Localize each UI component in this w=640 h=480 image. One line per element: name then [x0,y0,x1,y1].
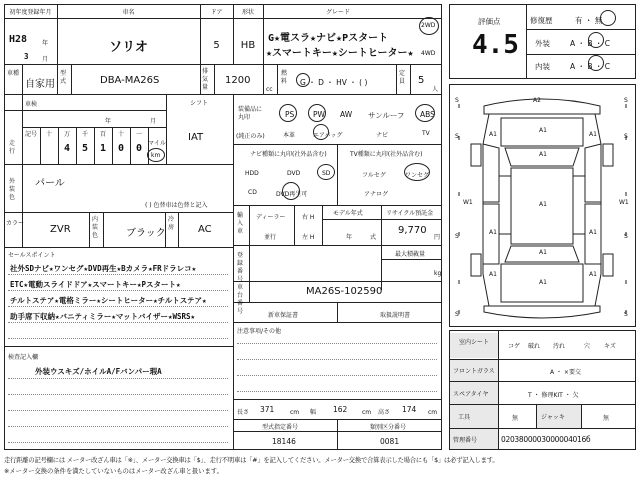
spare-options: T ・ 修理KIT ・ 欠 [528,392,579,399]
inner-color: ブラック [126,228,166,239]
side-mark: S [455,133,459,140]
equip-aw: AW [340,110,353,119]
mile-label: マイル [148,140,166,147]
fuel-g-circle [296,73,310,87]
kg-unit: kg [434,270,442,277]
shape-label: 形状 [241,9,254,16]
side-mark: S [455,97,459,104]
sales-line-4: 助手席下収納★バニティミラー★マットバイザー★WSRS★ [10,312,196,321]
damage-mark: A1 [539,201,547,208]
capacity-unit: 人 [432,86,439,93]
cert-number: 18146 [272,437,296,446]
nav-dvd-play-circle [282,182,300,200]
grade-line-2: ★スマートキー★シートヒーター★ [266,48,414,59]
glass-options: A ・ ×要交 [550,369,581,376]
width: 162 [333,405,348,414]
notes-label: 注意事項/その他 [237,328,282,335]
manual-label: 取扱説明書 [380,312,411,319]
odometer-header: 十 [45,131,52,138]
room-opt-kizu: キズ [604,343,616,350]
room-opt-ana: 穴 [584,343,591,350]
warranty-label: 新車保証書 [268,312,299,319]
rating-label: 評価点 [478,17,501,26]
side-mark: S [455,311,459,318]
spare-label: スペアタイヤ [450,382,498,404]
glass-label: フロントガラス [450,360,498,381]
jack-value: 無 [603,415,610,422]
inspection-month-unit: 月 [150,118,157,125]
import-left: 左 H [302,234,315,241]
footer-note-1: 走行距離の記号欄には メーター改ざん車は「※」、メーター交換車は「$」、走行不明車は「#」を記入してください。メーター交換で合算表示した場合にも「$」は必ず記入します。 [4,457,499,464]
repair-options: 有 ・ 無 [575,16,603,25]
model-year-unit: 年 [346,234,353,241]
ps-circle [279,104,297,122]
tools-value: 無 [512,415,519,422]
max-load-label: 最大積載量 [395,251,426,258]
car-name: ソリオ [109,40,148,55]
inspection-label: 車検 [25,101,38,108]
odometer-digit: 0 [135,143,143,154]
exterior-options: A ・ B ・ C [570,39,611,48]
capacity: 5 [418,75,425,86]
fuel-label: 燃料 [281,70,288,85]
damage-mark: A1 [489,229,497,236]
model-year-label: モデル年式 [333,210,363,217]
odometer-digit: 0 [117,143,125,154]
height: 174 [402,405,417,414]
nav-sd-circle [317,164,335,180]
nav-sd: SD [322,170,331,177]
class-label: 類別区分番号 [370,424,407,431]
usage-label: 車種 [7,70,20,77]
side-mark: S [624,133,628,140]
color-code-label: カラー [6,220,25,227]
cc-unit: cc [266,86,273,93]
rating-value: 4.5 [472,30,519,60]
inspector-note: 外装ウスキズ/ホイルA/Fバンパー瑕A [35,367,162,376]
sales-line-3: チルトステア★電格ミラー★シートヒーター★チルトステア★ [10,296,207,305]
tv-type-label: TV種類に丸印(社外品含む) [350,151,423,158]
model-type-unit: 式 [370,234,377,241]
tv-oneseg-circle [404,163,430,181]
nav-cd: CD [248,189,257,196]
sales-line-2: ETC★電動スライドドア★スマートキー★Pスタート★ [10,280,181,289]
first-reg-month: 3 [24,52,29,61]
odometer-header: 百 [99,131,106,138]
height-label: 高さ [378,409,391,416]
damage-mark: A1 [539,279,547,286]
tools-label: 工具 [450,405,498,428]
side-mark: S [624,97,628,104]
model: DBA-MA26S [100,75,160,86]
equip-abs: ABS [420,110,435,119]
mgmt-label: 管理番号 [450,429,498,449]
damage-mark: W1 [619,199,629,206]
cert-label: 型式指定番号 [262,424,299,431]
inspector-label: 検査記入欄 [8,354,39,361]
usage: 自家用 [25,79,55,90]
side-mark: S [455,233,459,240]
class-number: 0081 [380,437,400,446]
side-mark: S [624,311,628,318]
room-opt-yabure: 破れ [528,343,541,350]
fuel-options: G ・ D ・ HV ・ ( ) [300,78,368,87]
first-reg-era: H28 [9,34,28,45]
color-label: 外装色 [9,178,16,201]
abs-circle [415,104,435,122]
odometer-digit: 1 [99,143,107,154]
car-name-label: 車名 [122,9,135,16]
mgmt-number: 0203800003000004016б [501,435,591,444]
odometer-header: 十 [117,131,124,138]
equip-label: 装備品に丸印 [238,106,263,121]
chassis-label: 車台番号 [237,284,244,315]
month-unit: 月 [42,56,49,63]
odometer-header: 一 [135,131,142,138]
exterior-b-circle [588,32,604,48]
odometer-header: 千 [81,131,88,138]
repair-label: 修復歴 [530,16,553,25]
import-dealer: ディーラー [256,214,286,221]
equip-sunroof: サンルーフ [368,111,405,120]
doors-label: ドア [210,9,223,16]
nav-type-label: ナビ種類に丸印(社外品含む) [250,151,327,158]
pw-circle [308,104,326,122]
chassis-number: MA26S-102590 [306,286,383,297]
inner-color-label: 内装色 [92,216,99,239]
equip-tv: TV [422,130,430,137]
damage-mark: A2 [533,97,541,104]
color-change-note: ( ) 色替車は色替と記入 [145,202,208,209]
nav-hdd: HDD [245,170,259,177]
jack-label: ジャッキ [537,405,581,428]
inspection-year-unit: 年 [105,118,112,125]
import-right: 右 H [302,214,315,221]
sales-label: セールスポイント [8,252,56,259]
recycle-value: 9,770 [398,225,427,236]
room-opt-yogore: 汚れ [553,343,566,350]
damage-mark: A1 [489,131,497,138]
color-value: パール [35,178,65,189]
interior-label: 内装 [535,62,550,71]
exterior-label: 外装 [535,39,550,48]
equip-leather: 本革 [283,132,296,139]
damage-mark: A1 [589,131,597,138]
damage-mark: A1 [589,271,597,278]
doors: 5 [213,40,220,51]
room-opt-koge: コゲ [508,343,521,350]
shift-label: シフト [190,100,209,107]
damage-mark: A1 [489,271,497,278]
tv-oneseg: ワンセグ [405,172,430,179]
displacement-label: 排気量 [202,68,209,91]
width-unit: cm [362,409,372,416]
damage-mark: W1 [463,199,473,206]
year-unit: 年 [42,40,49,47]
car-damage-diagram [449,84,636,327]
model-label: 型式 [60,70,67,85]
odometer-digit: 4 [63,143,71,154]
drive-2wd: 2WD [421,22,436,29]
sales-line-1: 社外SDナビ★ワンセグ★DVD再生★Bカメラ★FRドラレコ★ [10,264,197,273]
shape: HB [240,40,256,51]
import-label: 輸入車 [237,212,244,235]
damage-mark: A1 [539,151,547,158]
color-code: ZVR [50,224,71,235]
equip-airbag: エアバッグ [313,132,343,139]
odometer-header: 記号 [24,131,37,138]
interior-options: A ・ B ・ C [570,62,611,71]
tv-fullseg: フルセグ [362,172,386,179]
nav-dvd: DVD [287,170,301,177]
ac: AC [198,224,212,235]
equip-sub: (純正のみ) [236,133,265,140]
room-label: 室内シート [450,333,498,358]
odometer-header: 万 [63,131,70,138]
recycle-label: リサイクル預託金 [386,210,434,217]
reg-no-label: 登録番号 [237,252,244,283]
airbag-circle [313,124,329,140]
interior-b-circle [588,55,604,71]
first-reg-label: 初年度登録年月 [9,9,52,16]
tv-analog: アナログ [364,191,389,198]
odometer-digit: 5 [81,143,89,154]
side-mark: S [624,233,628,240]
equip-nav: ナビ [376,132,389,139]
import-parallel: 並行 [264,234,277,241]
height-unit: cm [428,409,438,416]
damage-mark: A1 [589,229,597,236]
nav-dvd-play: DVD再生可 [276,191,308,198]
capacity-label: 定員 [399,70,406,85]
displacement: 1200 [225,75,251,86]
km-label: km [151,152,161,159]
damage-mark: A1 [539,249,547,256]
repair-none-circle [600,10,616,26]
run-label: 走行 [9,140,16,155]
length-label: 長さ [237,409,250,416]
yen-unit: 円 [434,234,441,241]
drive-4wd: 4WD [421,50,436,57]
grade-label: グレード [325,9,350,16]
shift: IAT [188,132,204,143]
footer-note-2: ※メーター交換の条件を満たしていないものはメーター改ざん車と扱います。 [4,468,223,475]
length: 371 [260,405,275,414]
damage-mark: A1 [539,127,547,134]
grade-line-1: G★電スラ★ナビ★Pスタート [268,33,389,44]
equip-pw: PW [313,110,325,119]
length-unit: cm [290,409,300,416]
ac-label: 冷房 [168,216,175,231]
width-label: 幅 [310,409,317,416]
equip-ps: PS [285,110,295,119]
